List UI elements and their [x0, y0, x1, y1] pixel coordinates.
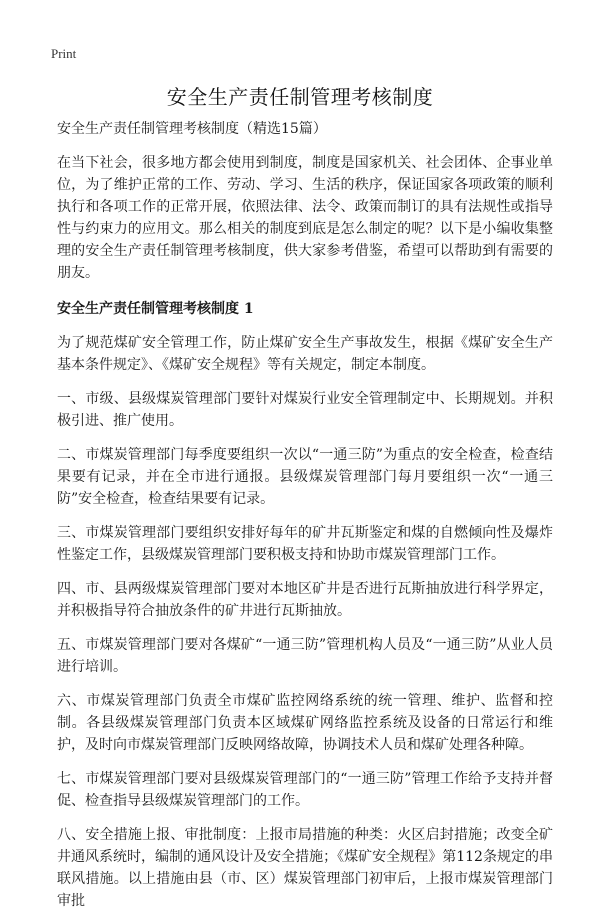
- body-paragraph: 四、市、县两级煤炭管理部门要对本地区矿井是否进行瓦斯抽放进行科学界定，并积极指导符合抽放条件的矿井进行瓦斯抽放。: [57, 581, 553, 619]
- body-paragraph: 一、市级、县级煤炭管理部门要针对煤炭行业安全管理制定中、长期规划。并积极引进、推广使用。: [57, 391, 553, 429]
- body-paragraph: 八、安全措施上报、审批制度：上报市局措施的种类：火区启封措施；改变全矿井通风系统时，编制的通风设计及安全措施；《煤矿安全规程》第112条规定的串联风措施。以上措施由县（市、区）煤炭管理部门初审后，上报市煤炭管理部门审批: [57, 827, 553, 909]
- body-paragraph: 七、市煤炭管理部门要对县级煤炭管理部门的“一通三防”管理工作给予支持并督促、检查指导县级煤炭管理部门的工作。: [57, 771, 553, 809]
- section-heading: 安全生产责任制管理考核制度 1: [57, 301, 254, 317]
- document-subtitle: 安全生产责任制管理考核制度（精选15篇）: [57, 121, 327, 137]
- document-body: [57, 118, 553, 924]
- body-paragraph: 二、市煤炭管理部门每季度要组织一次以“一通三防”为重点的安全检查，检查结果要有记录，并在全市进行通报。县级煤炭管理部门每月要组织一次“一通三防”安全检查，检查结果要有记录。: [57, 447, 553, 507]
- body-paragraph: 为了规范煤矿安全管理工作，防止煤矿安全生产事故发生，根据《煤矿安全生产基本条件规定》、《煤矿安全规程》等有关规定，制定本制度。: [57, 335, 553, 373]
- document-title: 安全生产责任制管理考核制度: [166, 85, 434, 109]
- body-paragraph: 六、市煤炭管理部门负责全市煤矿监控网络系统的统一管理、维护、监督和控制。各县级煤炭管理部门负责本区域煤矿网络监控系统及设备的日常运行和维护，及时向市煤炭管理部门反映网络故障，协调技术人员和煤矿处理各种障。: [57, 693, 553, 753]
- body-paragraph: 五、市煤炭管理部门要对各煤矿“一通三防”管理机构人员及“一通三防”从业人员进行培训。: [57, 637, 553, 675]
- print-link[interactable]: Print: [51, 46, 77, 61]
- body-paragraph: 三、市煤炭管理部门要组织安排好每年的矿井瓦斯鉴定和煤的自燃倾向性及爆炸性鉴定工作，县级煤炭管理部门要积极支持和协助市煤炭管理部门工作。: [57, 525, 553, 563]
- intro-paragraph: 在当下社会，很多地方都会使用到制度，制度是国家机关、社会团体、企事业单位，为了维护正常的工作、劳动、学习、生活的秩序，保证国家各项政策的顺利执行和各项工作的正常开展，依照法律、法令、政策而制订的具有法规性或指导性与约束力的应用文。那么相关的制度到底是怎么制定的呢？以下是小编收集整理的安全生产责任制管理考核制度，供大家参考借鉴，希望可以帮助到有需要的朋友。: [57, 155, 553, 281]
